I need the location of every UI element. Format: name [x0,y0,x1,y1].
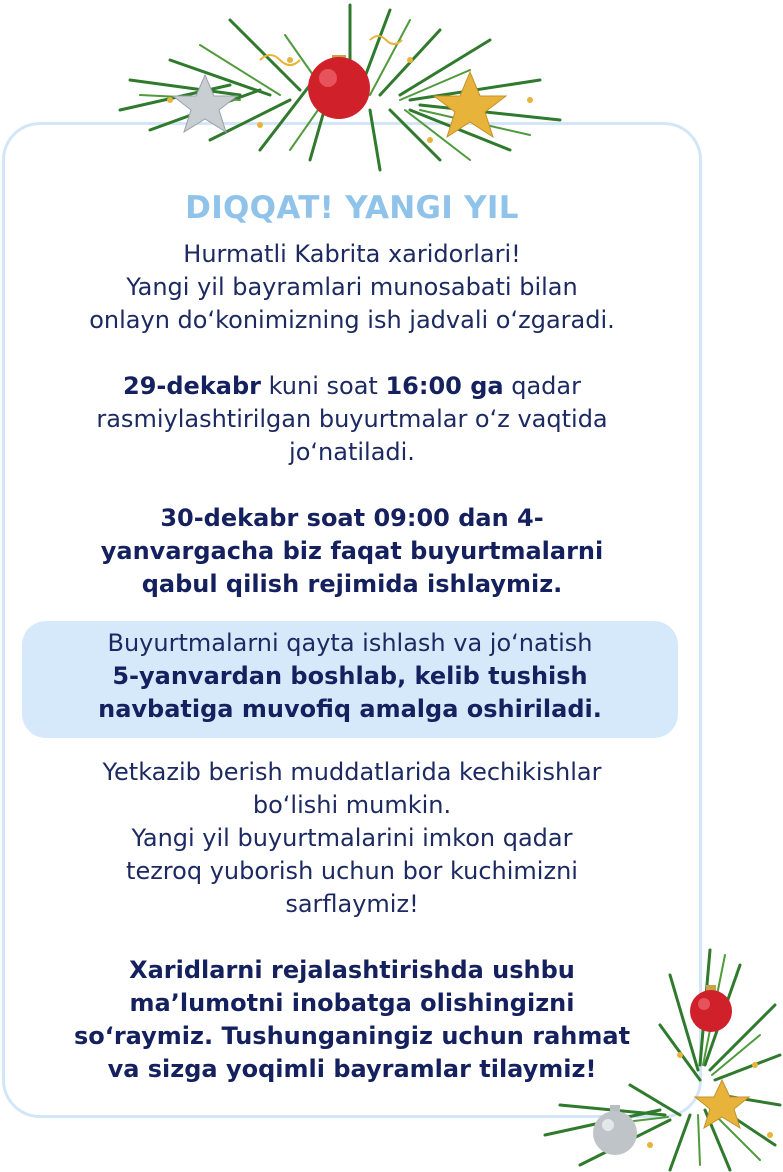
dec29-date: 29-dekabr [123,372,262,400]
intro-line-3: onlayn do‘konimizning ish jadvali o‘zgaradi. [89,306,615,334]
delivery-line-5: sarflaymiz! [285,890,419,918]
page-title: DIQQAT! YANGI YIL [185,190,519,226]
top-garland-decoration [110,0,570,180]
red-ornament-icon [308,55,370,119]
intro-line-2: Yangi yil bayramlari munosabati bilan [126,273,578,301]
dec29-line-3: jo‘natiladi. [289,438,415,466]
delivery-line-4: tezroq yuborish uchun bor kuchimizni [126,857,578,885]
silver-star-icon [173,75,237,132]
closing-line-3: so‘raymiz. Tushunganingiz uchun rahmat [73,1022,631,1050]
dec30-line-1: 30-dekabr soat 09:00 dan 4- [160,504,544,532]
highlight-box [22,621,678,738]
dec29-text-a: kuni soat [261,372,386,400]
closing-line-2: ma’lumotni inobatga olishingizni [129,989,575,1017]
red-ornament-icon [690,985,732,1032]
dec29-text-b: qadar [503,372,581,400]
highlight-line-2: 5-yanvardan boshlab, kelib tushish [112,662,588,690]
intro-greeting [20,238,684,271]
intro-line-1: Hurmatli Kabrita xaridorlari! [183,240,521,268]
delivery-line-3: Yangi yil buyurtmalarini imkon qadar [131,824,573,852]
delivery-line-2: bo‘lishi mumkin. [252,791,452,819]
delivery-line-1: Yetkazib berish muddatlarida kechikishlar [102,758,602,786]
closing-line-4: va sizga yoqimli bayramlar tilaymiz! [107,1055,597,1083]
announcement-content [20,180,684,1086]
dec29-line-2: rasmiylashtirilgan buyurtmalar o‘z vaqtida [96,405,608,433]
highlight-line-3: navbatiga muvofiq amalga oshiriladi. [98,695,602,723]
closing-line-1: Xaridlarni rejalashtirishda ushbu [129,956,575,984]
dec29-time: 16:00 ga [385,372,504,400]
dec30-line-2: yanvargacha biz faqat buyurtmalarni [100,537,604,565]
highlight-line-1: Buyurtmalarni qayta ishlash va jo‘natish [107,629,593,657]
dec29-line-1 [20,370,684,403]
dec30-line-3: qabul qilish rejimida ishlaymiz. [141,570,563,598]
